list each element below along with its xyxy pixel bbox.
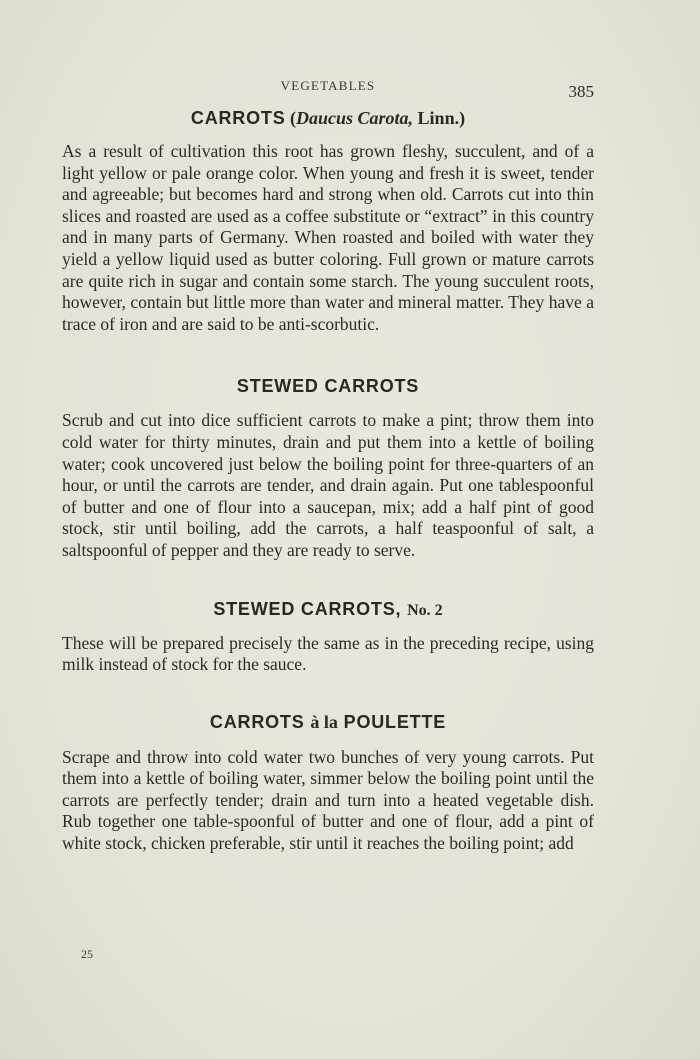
heading-paren-open: ( xyxy=(285,108,297,128)
section-body: These will be prepared precisely the same as in the preceding recipe, using milk instead of stock for the sauce. xyxy=(62,632,594,675)
section-heading xyxy=(62,712,594,733)
section-stewed-carrots-no-2 xyxy=(62,599,594,676)
running-head xyxy=(62,74,594,100)
section-heading xyxy=(62,108,594,129)
heading-botanical-name: Daucus Carota, xyxy=(296,108,414,128)
page-number: 385 xyxy=(568,82,594,101)
heading-number: No. 2 xyxy=(407,601,443,619)
section-body: As a result of cultivation this root has grown fleshy, succulent, and of a light yellow or pale orange color. When young and fresh it is sweet, tender and agreeable; but becomes hard and strong when old. Carrots cut into thin slices and roasted are used as a coffee substitute or “extract” in this country and in many parts of Germany. When roasted and boiled with water they yield a yellow liquid used as butter coloring. Full grown or mature carrots are quite rich in sugar and contain some starch. The young succulent roots, however, contain but little more than water and mineral matter. They have a trace of iron and are said to be anti-scorbutic. xyxy=(62,141,594,334)
section-carrots-poulette xyxy=(62,712,594,855)
section-stewed-carrots xyxy=(62,376,594,561)
heading-part-c: POULETTE xyxy=(337,711,447,732)
section-body: Scrub and cut into dice sufficient carrots to make a pint; throw them into cold water for thirty minutes, drain and put them into a kettle of boiling water; cook uncovered just below the boiling point for three-quarters of an hour, or until the carrots are tender, and drain again. Put one tablespoonful of butter and one of flour into a saucepan, mix; add a half pint of good stock, stir until boiling, add the carrots, a half teaspoonful of salt, a saltspoonful of pepper and they are ready to serve. xyxy=(62,410,594,560)
signature-mark: 25 xyxy=(81,947,93,961)
heading-authority: Linn.) xyxy=(413,108,466,128)
section-heading: STEWED CARROTS xyxy=(236,376,420,397)
section-body: Scrape and throw into cold water two bunches of very young carrots. Put them into a kettle of boiling water, simmer below the boiling point until the carrots are perfectly tender; drain and turn into a heated vegetable dish. Rub together one table-spoonful of butter and one of flour, add a pint of white stock, chicken preferable, stir until it reaches the boiling point; add xyxy=(62,746,594,854)
running-title: VEGETABLES xyxy=(280,78,376,93)
heading-main: CARROTS xyxy=(190,108,286,128)
section-heading xyxy=(62,599,594,620)
heading-part-a: CARROTS xyxy=(209,711,311,732)
section-carrots xyxy=(62,108,594,335)
heading-part-b: à la xyxy=(310,711,338,732)
book-page xyxy=(62,74,594,855)
heading-main: STEWED CARROTS, xyxy=(213,598,408,619)
